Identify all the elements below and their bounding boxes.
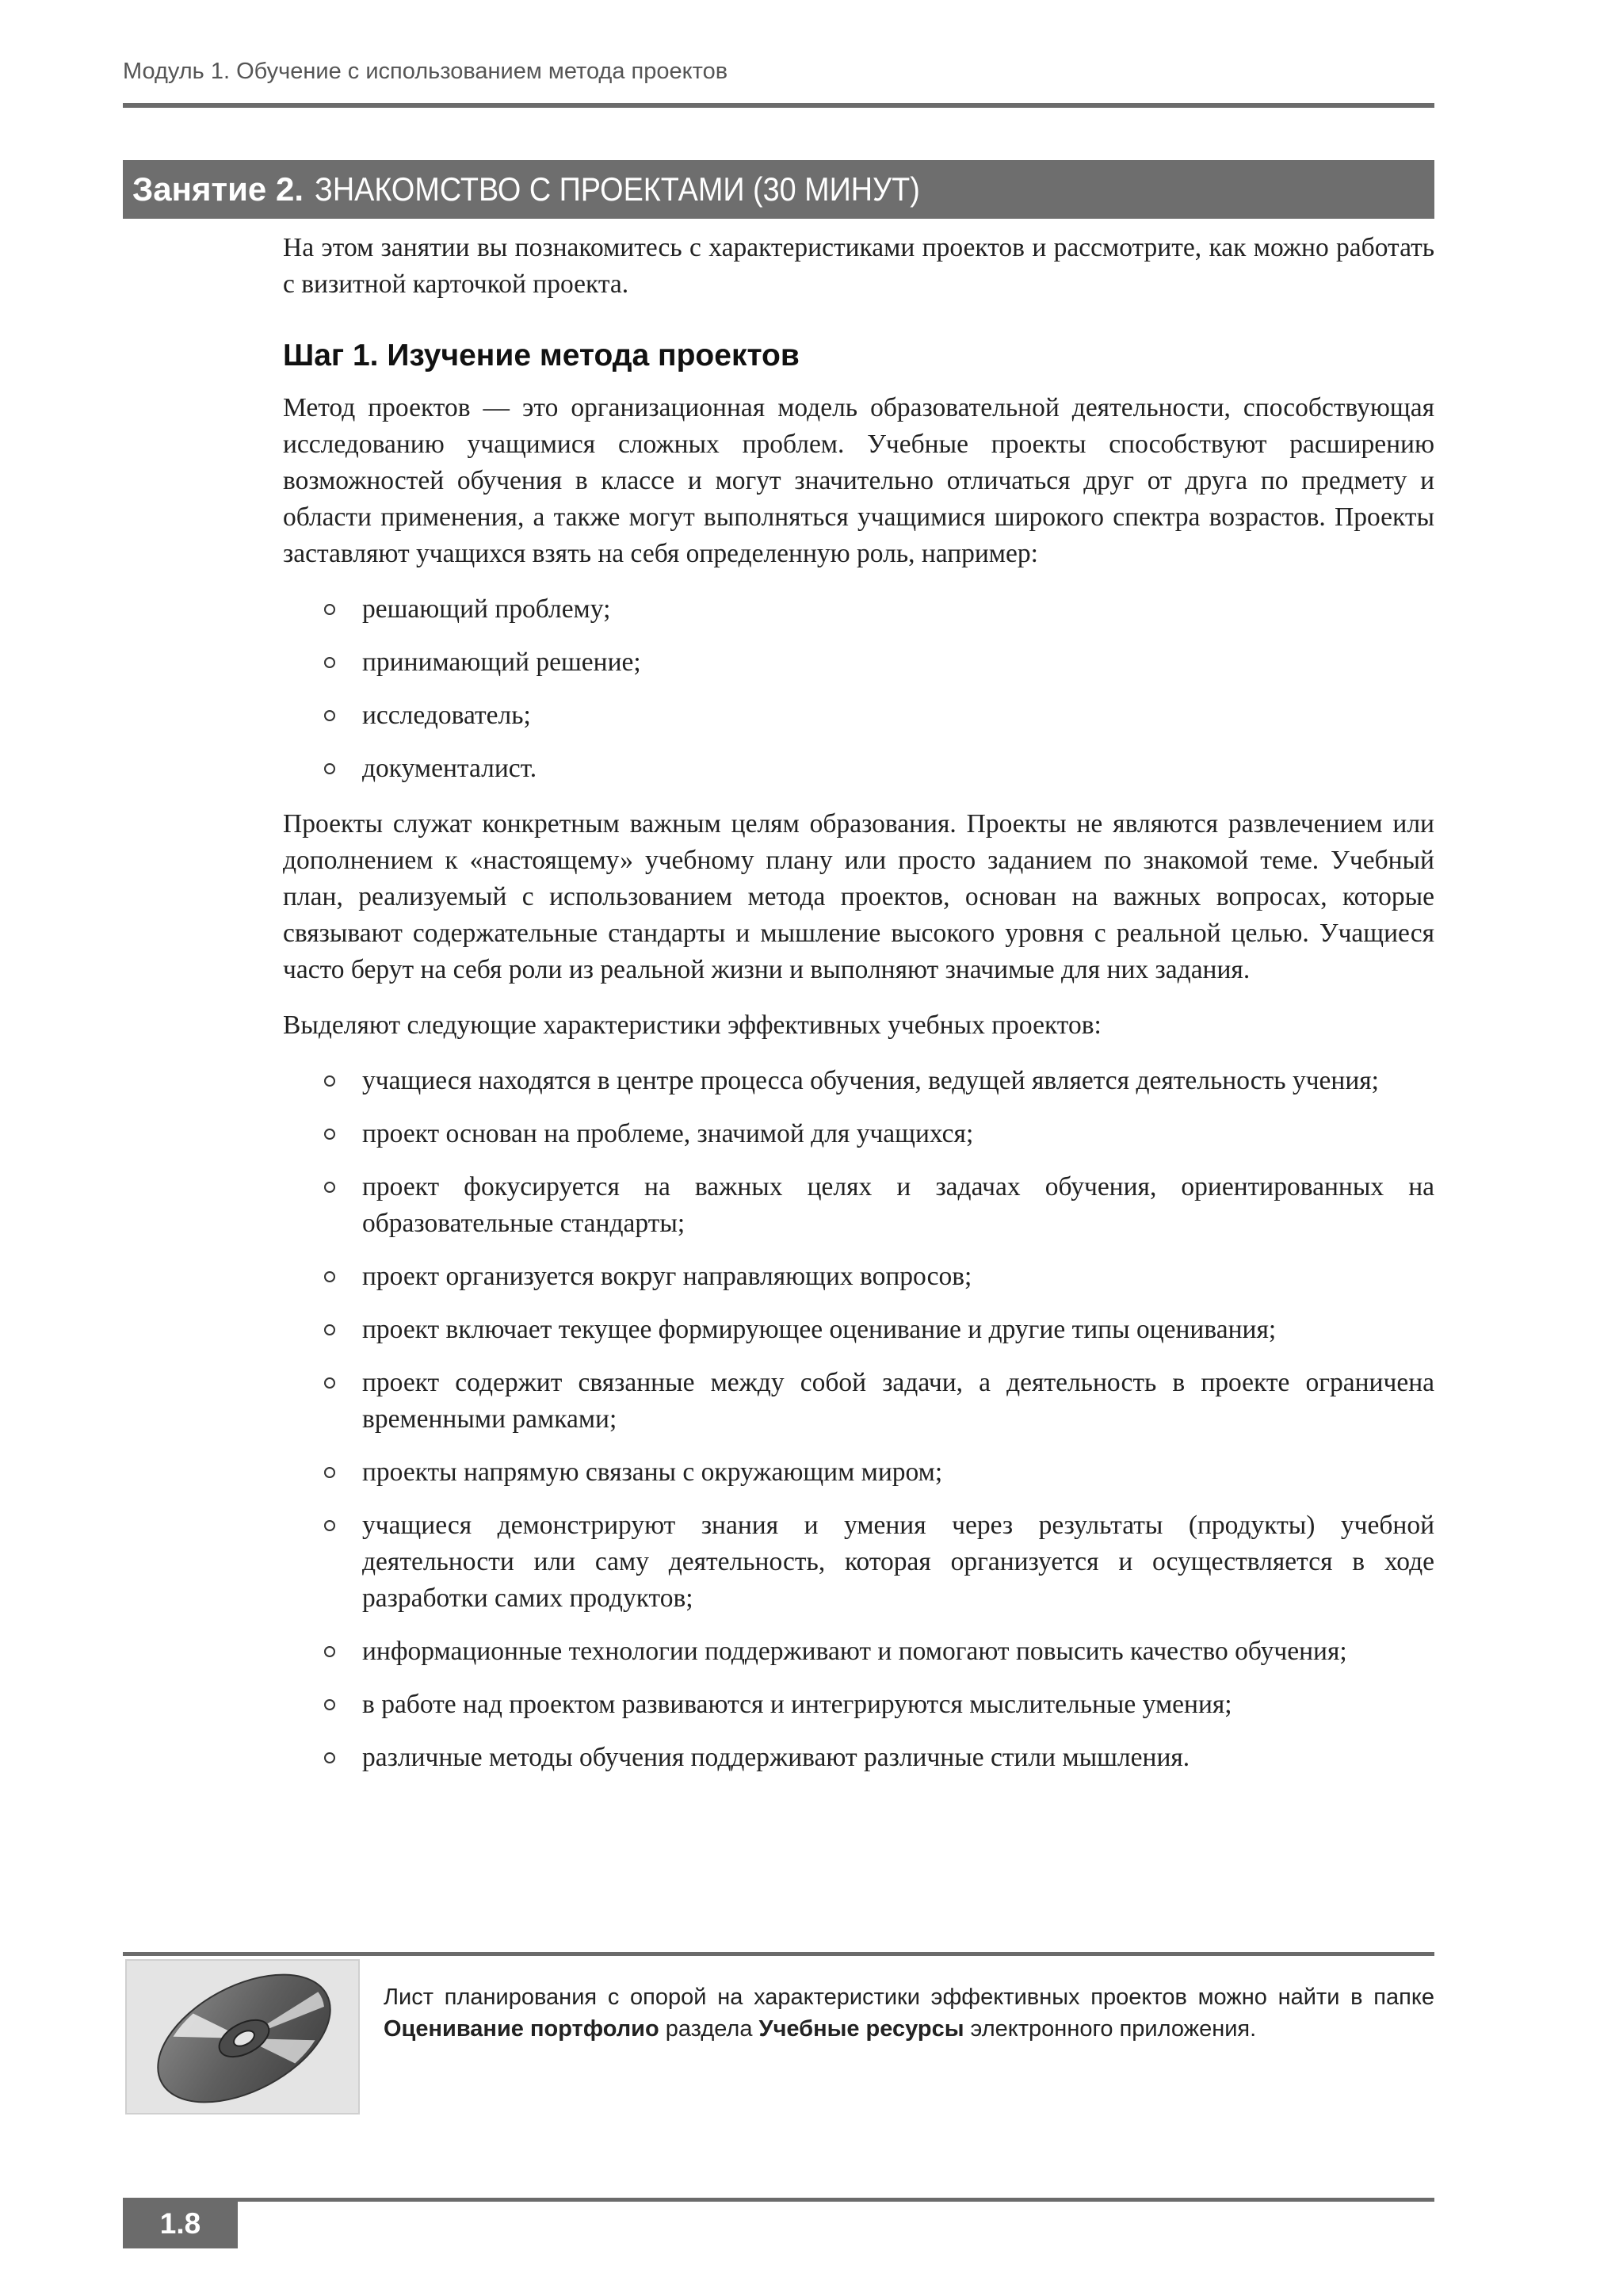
list-item [283,644,1434,681]
cd-disc-icon [143,1967,346,2107]
list-item [283,1312,1434,1348]
list-item-text: проекты напрямую связаны с окружающим миром; [362,1457,943,1487]
circle-bullet-icon [324,1129,335,1140]
circle-bullet-icon [324,1646,335,1657]
intro-paragraph: На этом занятии вы познакомитесь с характеристиками проектов и рассмотрите, как можно работать с визитной карточкой проекта. [283,233,1434,299]
circle-bullet-icon [324,763,335,774]
list-item [283,1169,1434,1242]
list-item [283,1507,1434,1617]
list-item-text: учащиеся находятся в центре процесса обучения, ведущей является деятельность учения; [362,1066,1379,1095]
note-text-part: Лист планирования с опорой на характеристики эффективных проектов можно найти в папке [384,1985,1434,2010]
list-item [283,1454,1434,1491]
list-item [283,1116,1434,1152]
list-item [283,591,1434,628]
list-item-text: решающий проблему; [362,594,611,624]
paragraph-characteristics-intro: Выделяют следующие характеристики эффективных учебных проектов: [283,1010,1102,1040]
note-icon-box [125,1959,360,2115]
list-item-text: проект основан на проблеме, значимой для учащихся; [362,1119,974,1148]
circle-bullet-icon [324,710,335,721]
circle-bullet-icon [324,1271,335,1282]
paragraph-method: Метод проектов — это организационная модель образовательной деятельности, способствующая исследованию учащимися сложных проблем. Учебные проекты способствуют расширению возможностей обучения в классе и могут значительно отличаться друг от друга по предмету и области применения, а также могут выполняться учащимися широкого спектра возрастов. Проекты заставляют учащихся взять на себя определенную роль, например: [283,393,1434,568]
list-item [283,751,1434,787]
circle-bullet-icon [324,1752,335,1763]
list-item [283,1063,1434,1099]
list-item-text: проект включает текущее формирующее оценивание и другие типы оценивания; [362,1315,1277,1344]
list-item-text: проект организуется вокруг направляющих вопросов; [362,1262,972,1291]
list-item-text: проект содержит связанные между собой задачи, а деятельность в проекте ограничена временными рамками; [362,1368,1434,1434]
characteristics-list [283,1063,1434,1776]
note-text-part: электронного приложения. [964,2016,1257,2042]
main-content [283,230,1434,1795]
circle-bullet-icon [324,1075,335,1087]
circle-bullet-icon [324,1324,335,1335]
circle-bullet-icon [324,657,335,668]
note-rule [123,1952,1434,1956]
circle-bullet-icon [324,1182,335,1193]
lesson-label: Занятие 2. [132,170,304,208]
list-item-text: в работе над проектом развиваются и интегрируются мыслительные умения; [362,1690,1232,1719]
note-text-part: раздела [659,2016,759,2042]
list-item-text: проект фокусируется на важных целях и задачах обучения, ориентированных на образовательные стандарты; [362,1172,1434,1238]
circle-bullet-icon [324,604,335,615]
note-section-name: Учебные ресурсы [758,2016,964,2042]
list-item-text: учащиеся демонстрируют знания и умения через результаты (продукты) учебной деятельности или саму деятельность, которая организуется и осуществляется в ходе разработки самих продуктов; [362,1511,1434,1613]
step-heading: Шаг 1. Изучение метода проектов [283,338,800,372]
header-rule [123,103,1434,108]
roles-list [283,591,1434,787]
list-item-text: различные методы обучения поддерживают различные стили мышления. [362,1743,1190,1772]
list-item [283,1259,1434,1295]
list-item [283,697,1434,734]
list-item [283,1365,1434,1438]
list-item [283,1633,1434,1670]
running-header: Модуль 1. Обучение с использованием метода проектов [123,59,728,84]
note-text [384,1981,1434,2045]
circle-bullet-icon [324,1377,335,1389]
circle-bullet-icon [324,1520,335,1531]
circle-bullet-icon [324,1467,335,1478]
list-item [283,1740,1434,1776]
footer-rule [123,2198,1434,2202]
list-item-text: исследователь; [362,701,531,730]
circle-bullet-icon [324,1699,335,1710]
paragraph-goals: Проекты служат конкретным важным целям образования. Проекты не являются развлечением или дополнением к «настоящему» учебному плану или просто заданием по знакомой теме. Учебный план, реализуемый с использованием метода проектов, основан на важных вопросах, которые связывают содержательные стандарты и мышление высокого уровня с реальной целью. Учащиеся часто берут на себя роли из реальной жизни и выполняют значимые для них задания. [283,809,1434,984]
list-item-text: документалист. [362,754,537,783]
list-item [283,1687,1434,1723]
lesson-title: ЗНАКОМСТВО С ПРОЕКТАМИ (30 МИНУТ) [315,170,920,208]
list-item-text: информационные технологии поддерживают и помогают повысить качество обучения; [362,1637,1347,1666]
page-number: 1.8 [123,2199,238,2248]
list-item-text: принимающий решение; [362,648,641,677]
note-folder-name: Оценивание портфолио [384,2016,659,2042]
lesson-title-bar [123,160,1434,219]
